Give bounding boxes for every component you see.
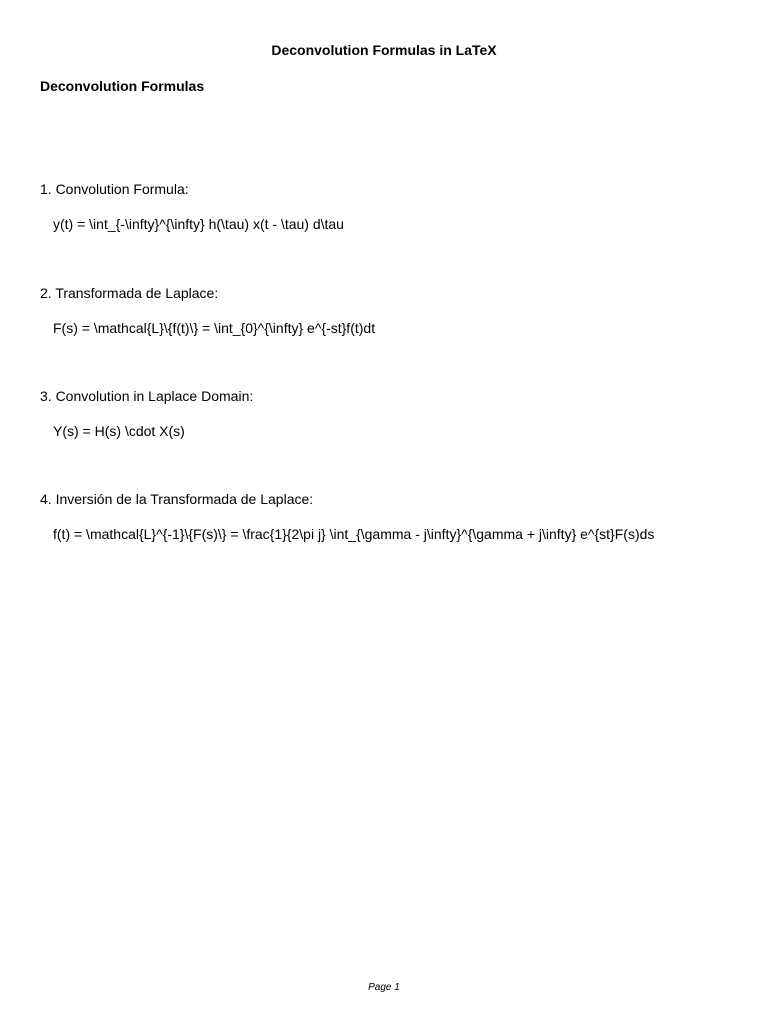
section-heading: Deconvolution Formulas: [40, 78, 205, 94]
item-3-formula: Y(s) = H(s) \cdot X(s): [53, 423, 185, 439]
page-number: Page 1: [368, 982, 400, 993]
item-4-label: 4. Inversión de la Transformada de Laplace:: [40, 491, 314, 507]
item-1-formula: y(t) = \int_{-\infty}^{\infty} h(\tau) x(t - \tau) d\tau: [53, 216, 344, 232]
item-1-label: 1. Convolution Formula:: [40, 181, 189, 197]
document-title: Deconvolution Formulas in LaTeX: [271, 42, 497, 58]
item-2-formula: F(s) = \mathcal{L}\{f(t)\} = \int_{0}^{\infty} e^{-st}f(t)dt: [53, 320, 376, 336]
item-4-formula: f(t) = \mathcal{L}^{-1}\{F(s)\} = \frac{1}{2\pi j} \int_{\gamma - j\infty}^{\gamma + j\infty} e^{st}F(s)ds: [53, 526, 655, 542]
item-3-label: 3. Convolution in Laplace Domain:: [40, 388, 254, 404]
item-2-label: 2. Transformada de Laplace:: [40, 285, 219, 301]
